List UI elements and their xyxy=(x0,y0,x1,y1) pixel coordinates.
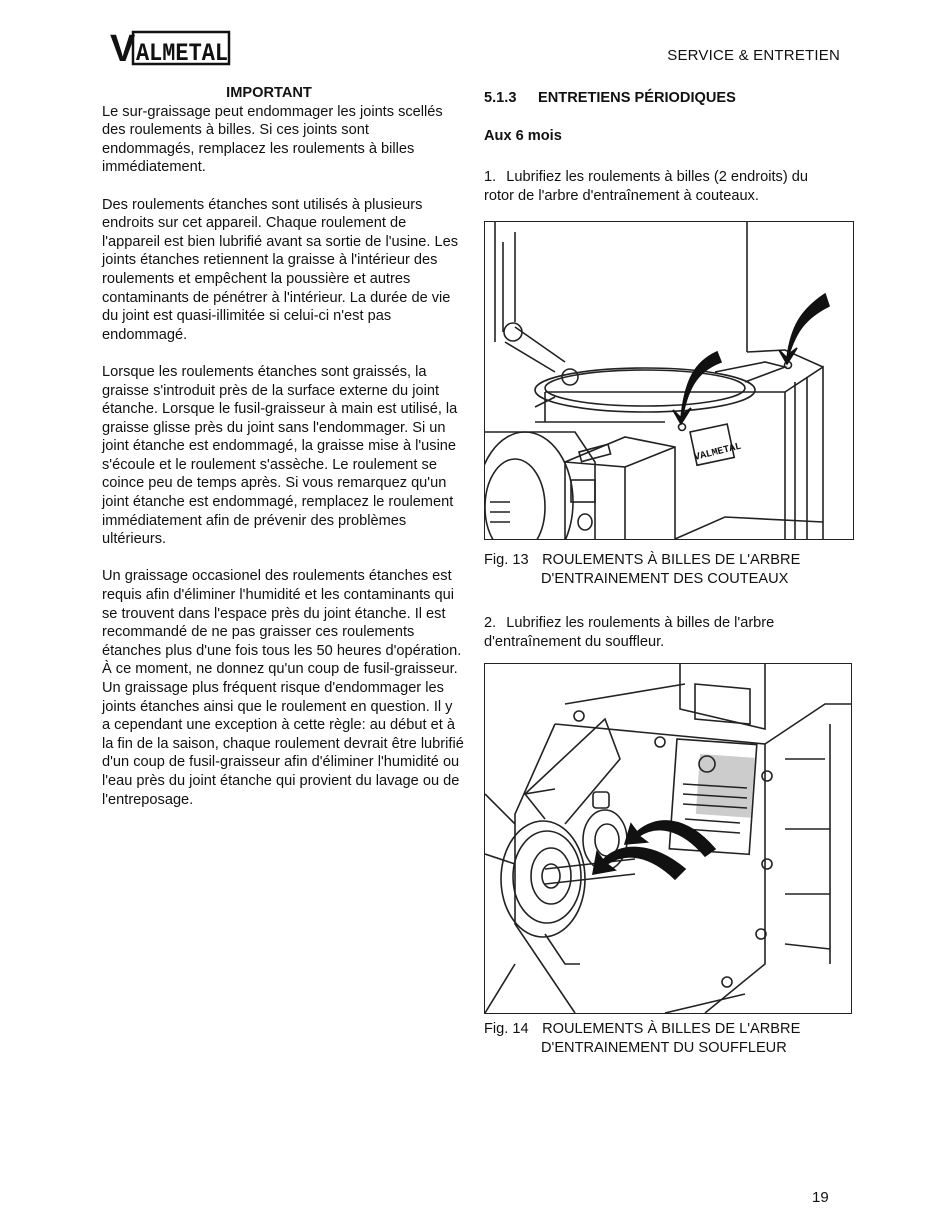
interval-subheading: Aux 6 mois xyxy=(484,128,562,144)
step-2 xyxy=(484,614,839,651)
step-1 xyxy=(484,168,839,205)
logo-text: ALMETAL xyxy=(136,39,228,66)
step-1-number: 1. xyxy=(484,169,497,185)
left-column xyxy=(102,84,464,828)
fig14-caption-line1: ROULEMENTS À BILLES DE L'ARBRE xyxy=(542,1021,801,1037)
step-2-number: 2. xyxy=(484,615,497,631)
sealed-bearings-paragraph: Des roulements étanches sont utilisés à plusieurs endroits sur cet appareil. Chaque roulement de l'appareil est bien lubrifié avant sa sortie de l'usine. Les joints étanches retiennent la graisse à l'intérieur des roulements et empêchent la poussière et autres contaminants de pénétrer à l'intérieur. La durée de vie du joint est quasi-illimitée si celui-ci n'est pas endommagé. xyxy=(102,196,459,343)
step-1-text: Lubrifiez les roulements à billes (2 endroits) du rotor de l'arbre d'entraînement à couteaux. xyxy=(484,169,808,204)
section-number: 5.1.3 xyxy=(484,90,517,106)
valmetal-logo xyxy=(109,26,231,66)
fig14-label: Fig. 14 xyxy=(484,1021,529,1037)
step-2-text: Lubrifiez les roulements à billes de l'arbre d'entraînement du souffleur. xyxy=(484,615,775,650)
greasing-paragraph: Lorsque les roulements étanches sont graissés, la graisse s'introduit près de la surface externe du joint étanche. Lorsque le fusil-graisseur à main est utilisé, la graisse glisse près du joint sans l'endommager. Si un joint étanche est endommagé, la graisse mise à l'usine s'écoule et le roulement s'assèche. Le roulement se coince peu de temps après. Si vous remarquez qu'un joint étanche est endommagé, remplacez le roulement immédiatement afin de prévenir des problèmes ultérieurs. xyxy=(102,363,458,548)
figure-13-knife-drive-bearings xyxy=(484,221,854,540)
section-title: ENTRETIENS PÉRIODIQUES xyxy=(538,90,736,106)
important-paragraph: Le sur-graissage peut endommager les joints scellés des roulements à billes. Si ces joints sont endommagés, remplacez les roulements à billes immédiatement. xyxy=(102,103,443,176)
page-number: 19 xyxy=(812,1189,829,1206)
fig13-plate-text: VALMETAL xyxy=(693,441,743,464)
section-heading xyxy=(484,90,736,106)
occasional-greasing-paragraph: Un graissage occasionel des roulements étanches est requis afin d'éliminer l'humidité et les contaminants qui se trouvent dans l'espace près du joint étanche. Il est recommandé de ne pas graisser ces roulements étanches plus d'une fois tous les 50 heures d'opération. À ce moment, ne donnez qu'un coup de fusil-graisseur. Un graissage plus fréquent risque d'endommager les joints étanches ainsi que le roulement en question. Il y a cependant une exception à cette règle: au début et à la fin de la saison, chaque roulement devrait être lubrifié d'un coup de fusil-graisseur afin d'éliminer l'humidité ou l'eau près du joint étanche qui provient du lavage ou de l'entreposage. xyxy=(102,568,464,808)
fig13-caption-line2: D'ENTRAINEMENT DES COUTEAUX xyxy=(541,570,789,587)
logo-initial: V xyxy=(110,28,136,66)
figure-14-caption xyxy=(484,1020,800,1057)
important-title: IMPORTANT xyxy=(226,85,312,101)
fig13-label: Fig. 13 xyxy=(484,552,529,568)
fig14-caption-line2: D'ENTRAINEMENT DU SOUFFLEUR xyxy=(541,1039,787,1056)
fig13-caption-line1: ROULEMENTS À BILLES DE L'ARBRE xyxy=(542,552,801,568)
figure-13-caption xyxy=(484,551,800,588)
figure-14-blower-drive-bearings xyxy=(484,663,852,1014)
section-header: SERVICE & ENTRETIEN xyxy=(667,47,840,64)
